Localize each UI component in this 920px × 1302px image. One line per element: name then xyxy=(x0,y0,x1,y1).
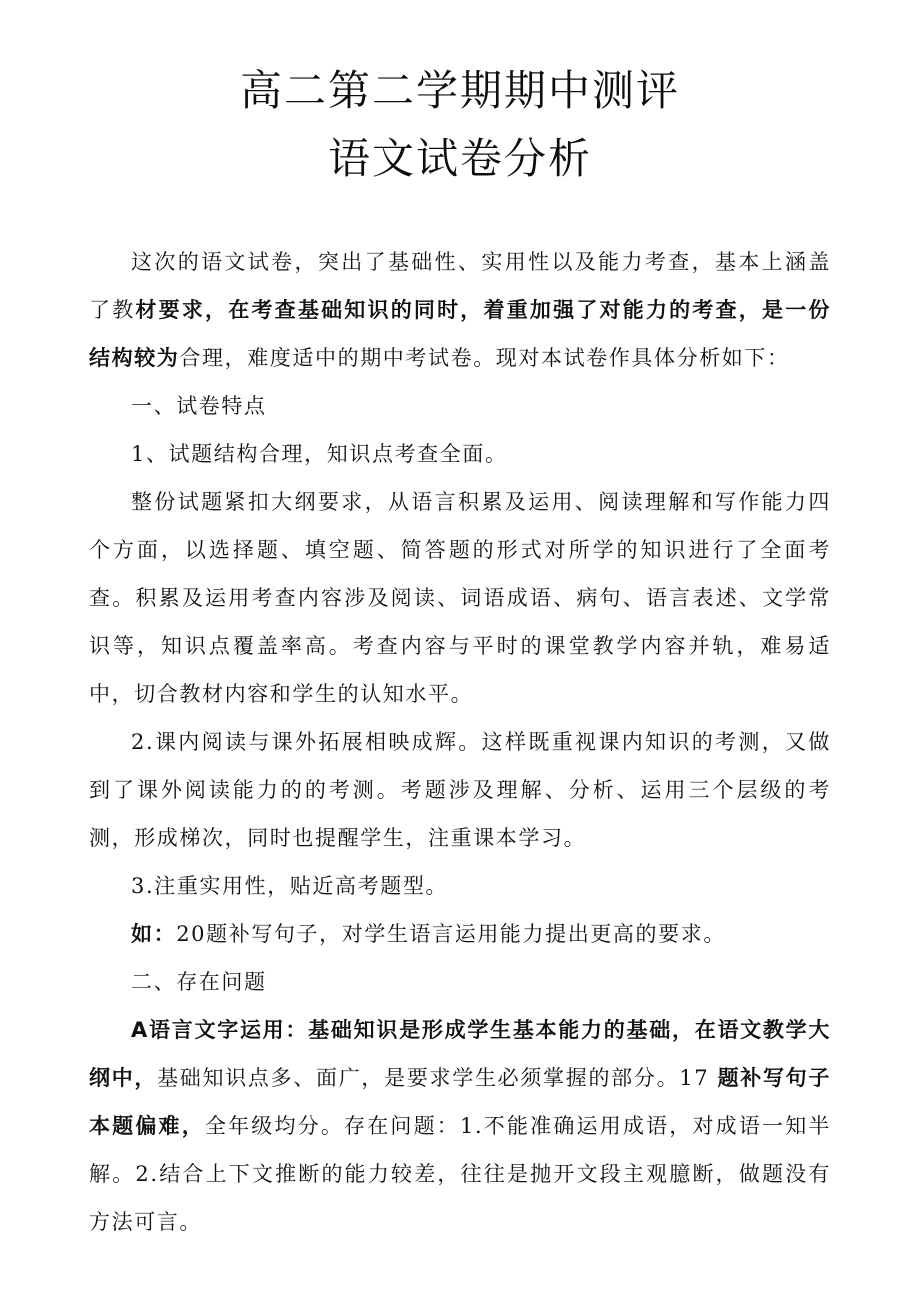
point-1-body: 整份试题紧扣大纲要求，从语言积累及运用、阅读理解和写作能力四个方面，以选择题、填空题、简答题的形式对所学的知识进行了全面考查。积累及运用考查内容涉及阅读、词语成语、病句、语言表述、文学常识等，知识点覆盖率高。考查内容与平时的课堂教学内容并轨，难易适中，切合教材内容和学生的认知水平。 xyxy=(89,490,831,706)
problem-a-paragraph xyxy=(89,1006,831,1246)
intro-text-3: 合理，难度适中的期中考试卷。现对本试卷作具体分析如下： xyxy=(179,346,790,370)
problem-a-text-4: 全年级均分。存在问题：1.不能准确运用成语，对成语一知半解。2.结合上下文推断的能力较差，往往是抛开文段主观臆断，做题没有方法可言。 xyxy=(89,1114,831,1234)
problem-a-text-1: A语言文字运用：基础知识是形成学生基本能力的基础，在语文教学大纲中， xyxy=(89,1018,831,1090)
document-body xyxy=(89,238,831,1246)
document-subtitle: 语文试卷分析 xyxy=(327,134,592,183)
intro-text-bold: 材要求，在考查基础知识的同时，着重加强了对能力的考查，是一份结构较为 xyxy=(89,298,832,370)
example-text: 20题补写句子，对学生语言运用能力提出更高的要求。 xyxy=(176,922,726,946)
point-2-body: 2.课内阅读与课外拓展相映成辉。这样既重视课内知识的考测，又做到了课外阅读能力的的考测。考题涉及理解、分析、运用三个层级的考测，形成梯次，同时也提醒学生，注重课本学习。 xyxy=(89,730,831,850)
example-prefix: 如： xyxy=(131,922,177,946)
point-3-heading: 3.注重实用性，贴近高考题型。 xyxy=(131,874,449,898)
problem-a-text-3: 题补写句子本题偏难， xyxy=(89,1066,831,1138)
problem-a-text-2: 基础知识点多、面广，是要求学生必须掌握的部分。17 xyxy=(157,1066,718,1090)
point-1-heading: 1、试题结构合理，知识点考查全面。 xyxy=(131,442,508,466)
section-heading-features: 一、试卷特点 xyxy=(131,394,267,418)
document-title: 高二第二学期期中测评 xyxy=(239,66,680,115)
intro-text-1: 这次的语文试卷，突出了基础性、实用性以及能力考查，基本上涵盖了教 xyxy=(89,250,831,322)
section-heading-problems: 二、存在问题 xyxy=(131,970,267,994)
intro-paragraph xyxy=(89,238,831,382)
example-paragraph xyxy=(89,910,831,958)
